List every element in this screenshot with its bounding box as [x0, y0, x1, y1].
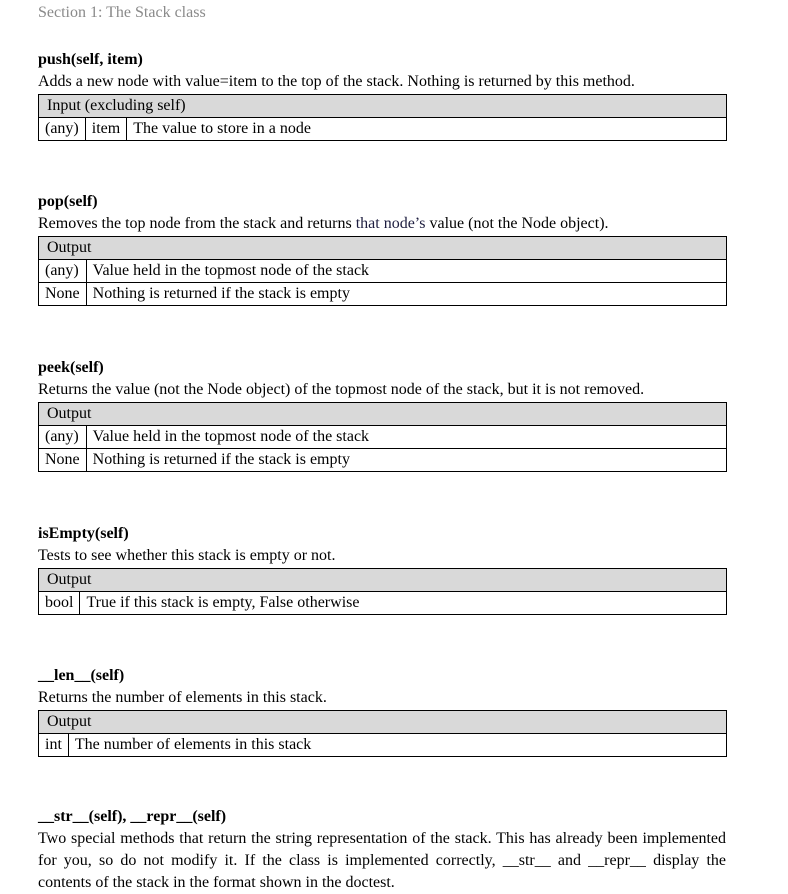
method-isempty: [38, 523, 728, 615]
return-description: True if this stack is empty, False otherwise: [80, 592, 727, 615]
param-type: (any): [39, 118, 86, 141]
output-table: [38, 402, 727, 472]
table-header: Output: [39, 569, 727, 592]
return-description: Value held in the topmost node of the stack: [86, 426, 726, 449]
output-table: [38, 710, 727, 757]
return-type: bool: [39, 592, 80, 615]
method-pop: [38, 191, 728, 306]
description-text: that node’s: [355, 215, 426, 232]
method-description: Tests to see whether this stack is empty or not.: [38, 547, 336, 564]
method-len: [38, 665, 728, 757]
table-header: Output: [39, 711, 727, 734]
method-push: [38, 49, 728, 141]
method-signature: isEmpty(self): [38, 525, 129, 542]
table-row: [39, 734, 727, 757]
return-type: None: [39, 283, 87, 306]
table-row: [39, 426, 727, 449]
table-row: [39, 260, 727, 283]
table-row: [39, 592, 727, 615]
return-type: int: [39, 734, 69, 757]
table-row: [39, 283, 727, 306]
return-description: Nothing is returned if the stack is empty: [86, 283, 726, 306]
method-description: Two special methods that return the string representation of the stack. This has already been implemented for you, so do not modify it. If the class is implemented correctly, __str__ and __repr__ display the contents of the stack in the format shown in the doctest.: [38, 830, 726, 891]
method-description: [38, 213, 728, 235]
input-table: [38, 94, 727, 141]
output-table: [38, 236, 727, 306]
return-type: (any): [39, 260, 87, 283]
table-header: Output: [39, 403, 727, 426]
description-text: Removes the top node from the stack and returns: [38, 215, 356, 232]
method-signature: pop(self): [38, 193, 98, 210]
method-description: Returns the number of elements in this stack.: [38, 689, 327, 706]
table-row: [39, 118, 727, 141]
method-signature: __len__(self): [38, 667, 125, 684]
return-type: (any): [39, 426, 87, 449]
return-description: Value held in the topmost node of the stack: [86, 260, 726, 283]
method-signature: __str__(self), __repr__(self): [38, 808, 227, 825]
output-table: [38, 568, 727, 615]
method-signature: peek(self): [38, 359, 104, 376]
return-description: The number of elements in this stack: [68, 734, 726, 757]
param-name: item: [85, 118, 126, 141]
method-description: Adds a new node with value=item to the top of the stack. Nothing is returned by this method.: [38, 73, 635, 90]
table-row: [39, 449, 727, 472]
method-signature: push(self, item): [38, 51, 143, 68]
param-description: The value to store in a node: [127, 118, 727, 141]
return-description: Nothing is returned if the stack is empty: [86, 449, 726, 472]
method-peek: [38, 357, 728, 472]
return-type: None: [39, 449, 87, 472]
method-str-repr: [38, 806, 728, 894]
method-description: Returns the value (not the Node object) of the topmost node of the stack, but it is not removed.: [38, 381, 645, 398]
table-header: Output: [39, 237, 727, 260]
table-header: Input (excluding self): [39, 95, 727, 118]
section-title: Section 1: The Stack class: [38, 4, 206, 21]
description-text: value (not the Node object).: [425, 215, 609, 232]
